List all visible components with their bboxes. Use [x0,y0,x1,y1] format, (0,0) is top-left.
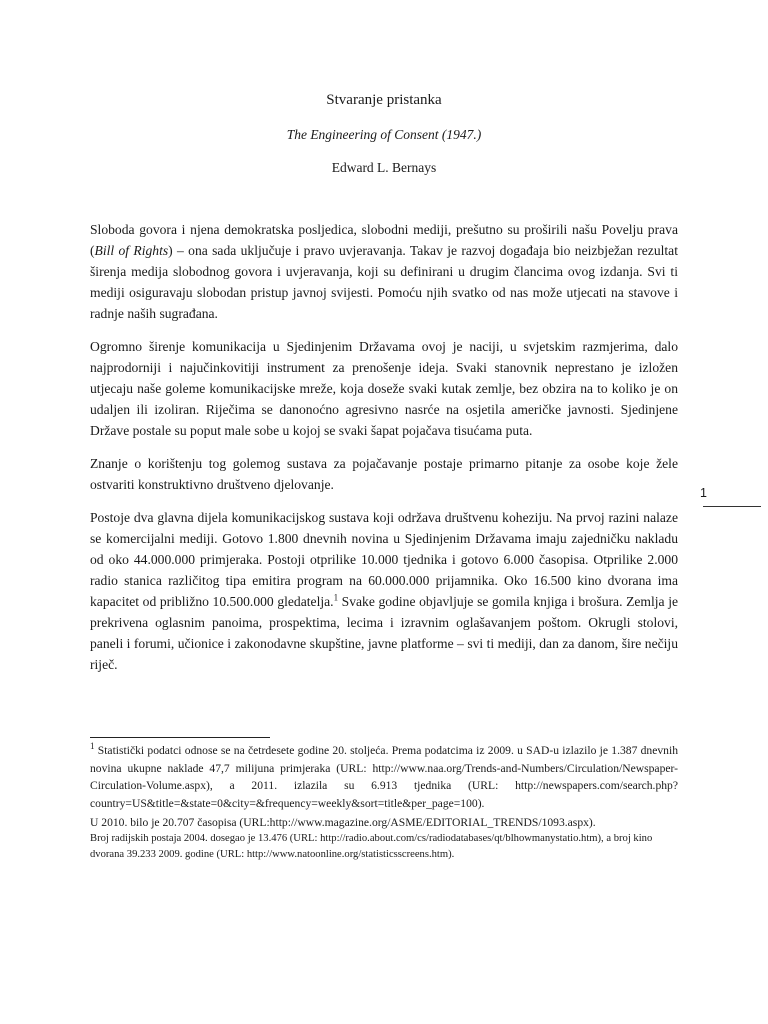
footnote-1-continuation-magazines: U 2010. bilo je 20.707 časopisa (URL:http://www.magazine.org/ASME/EDITORIAL_TRENDS/1093.aspx). [90,816,596,829]
paragraph-1-part-a: Sloboda govora i njena demokratska posljedica, slobodni mediji, prešutno su proširili našu Povelju prava ( [90,222,678,258]
body-text [90,219,678,687]
footnote-1 [90,742,678,812]
page-number: 1 [700,486,707,500]
paragraph-4-part-b: Svake godine objavljuje se gomila knjiga i brošura. Zemlja je prekrivena oglasnim panoima, prospektima, lecima i izravnim oglašavanjem poštom. Okrugli stolovi, paneli i forumi, učionice i zakonodavne skupštine, javne platforme – svi ti mediji, dan za danom, šire nečiju riječ. [90,594,678,672]
bill-of-rights-term: Bill of Rights [94,243,169,258]
paragraph-1-part-b: ) – ona sada uključuje i pravo uvjeravanja. Takav je razvoj događaja bio neizbježan rezultat širenja medija slobodnog govora i uvjeravanja, koji su definirani u drugim člancima ovog izdanja. Svi ti mediji osiguravaju slobodan pristup javnoj svijesti. Pomoću njih svatko od nas može utjecati na stavove i radnje naših sugrađana. [90,243,678,321]
paragraph-2: Ogromno širenje komunikacija u Sjedinjenim Državama ovoj je naciji, u svjetskim razmjerima, dalo najprodorniji i najučinkovitiji instrument za prenošenje ideja. Svaki stanovnik neprestano je izložen utjecaju naše goleme komunikacijske mreže, koja doseže svaki kutak zemlje, bez obzira na to koliko je on udaljen ili izoliran. Riječima se danonoćno agresivno nasrće na osjetila američke javnosti. Sjedinjene Države postale su poput male sobe u kojoj se svaki šapat pojačava tisućama puta. [90,339,678,438]
document-title: Stvaranje pristanka [326,92,442,108]
footnote-1-text: Statistički podatci odnose se na četrdesete godine 20. stoljeća. Prema podatcima iz 2009. u SAD-u izlazilo je 1.387 dnevnih novina ukupne naklade 47,7 milijuna primjeraka (URL: http://www.naa.org/Trends-and-Numbers/Circulation/Newspaper-Circulation-Volume.aspx), a 2011. izlazila su 6.913 tjednika (URL: http://newspapers.com/search.php?country=US&title=&state=0&city=&frequency=weekly&sort=title&per_page=100). [90,744,678,810]
page-number-rule [703,506,761,507]
paragraph-4-part-a: Postoje dva glavna dijela komunikacijskog sustava koji održava društvenu koheziju. Na prvoj razini nalaze se komercijalni mediji. Gotovo 1.800 dnevnih novina u Sjedinjenim Državama imaju zajedničku nakladu od oko 44.000.000 primjeraka. Postoji otprilike 10.000 tjednika i gotovo 6.000 časopisa. Otprilike 2.000 radio stanica različitog tipa emitira program na 60.000.000 prijamnika. Oko 16.500 kino dvorana ima kapacitet od približno 10.500.000 gledatelja. [90,510,678,609]
footnote-1-continuation-radio: Broj radijskih postaja 2004. dosegao je 13.476 (URL: http://radio.about.com/cs/radiodatabases/qt/blhowmanystatio.htm), a broj kino dvorana 39.233 2009. godine (URL: http://www.natoonline.org/statisticsscreens.htm). [90,833,653,860]
document-subtitle: The Engineering of Consent (1947.) [286,127,482,142]
footnotes [90,742,678,863]
paragraph-4 [90,507,678,675]
footnote-1-marker: 1 [90,741,95,752]
document-author: Edward L. Bernays [331,160,437,175]
paragraph-1 [90,219,678,324]
footnote-divider [90,737,270,738]
paragraph-3: Znanje o korištenju tog golemog sustava za pojačavanje postaje primarno pitanje za osobe koje žele ostvariti konstruktivno društveno djelovanje. [90,456,678,492]
footnote-reference: 1 [333,592,339,603]
